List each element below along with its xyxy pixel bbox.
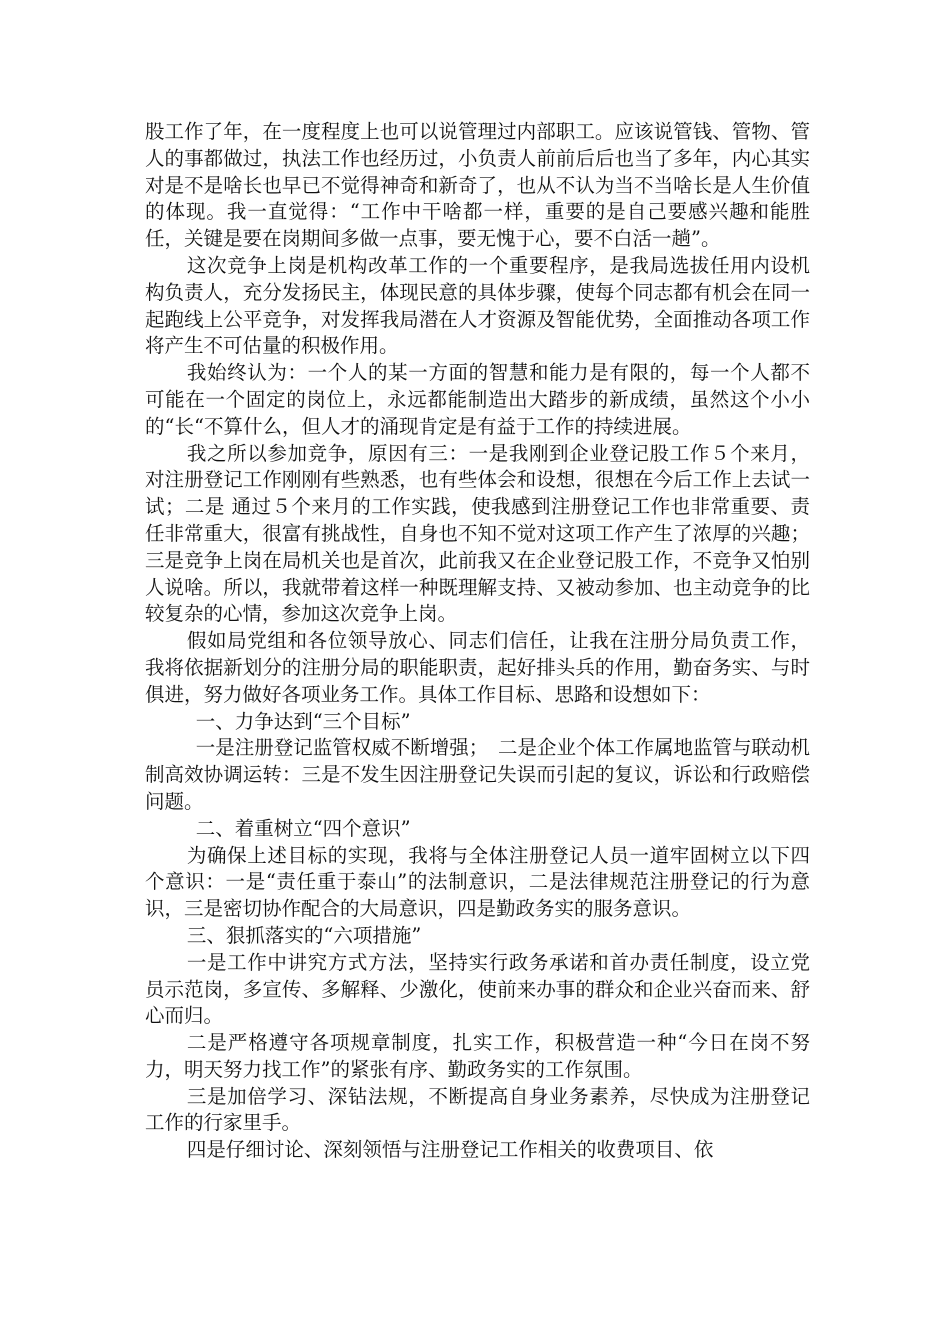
- paragraph-3: 我始终认为：一个人的某一方面的智慧和能力是有限的，每一个人都不可能在一个固定的岗位上，永远都能制造出大踏步的新成绩，虽然这个小小的“长“不算什么，但人才的涌现肯定是有益于工作的持续进展。: [145, 361, 810, 438]
- paragraph-7: 为确保上述目标的实现，我将与全体注册登记人员一道牢固树立以下四个意识：一是“责任重于泰山”的法制意识，二是法律规范注册登记的行为意识，三是密切协作配合的大局意识，四是勤政务实的服务意识。: [145, 843, 810, 921]
- document-page: [145, 119, 810, 1164]
- paragraph-11: 四是仔细讨论、深刻领悟与注册登记工作相关的收费项目、依: [186, 1138, 714, 1162]
- section-heading-1: 一、力争达到“三个目标”: [195, 709, 411, 733]
- paragraph-6: 一是注册登记监管权威不断增强； 二是企业个体工作属地监管与联动机制高效协调运转：三是不发生因注册登记失误而引起的复议，诉讼和行政赔偿问题。: [145, 736, 810, 813]
- paragraph-1: 股工作了年，在一度程度上也可以说管理过内部职工。应该说管钱、管物、管人的事都做过，执法工作也经历过，小负责人前前后后也当了多年，内心其实对是不是啥长也早已不觉得神奇和新奇了，也从不认为当不当啥长是人生价值的体现。我一直觉得：“工作中干啥都一样，重要的是自己要感兴趣和能胜任，关键是要在岗期间多做一点事，要无愧于心，要不白活一趟”。: [145, 120, 810, 251]
- paragraph-9: 二是严格遵守各项规章制度，扎实工作，积极营造一种“今日在岗不努力，明天努力找工作”的紧张有序、勤政务实的工作氛围。: [145, 1031, 810, 1081]
- paragraph-10: 三是加倍学习、深钻法规，不断提高自身业务素养，尽快成为注册登记工作的行家里手。: [145, 1084, 810, 1135]
- paragraph-5: 假如局党组和各位领导放心、同志们信任，让我在注册分局负责工作，我将依据新划分的注册分局的职能职责，起好排头兵的作用，勤奋务实、与时俱进，努力做好各项业务工作。具体工作目标、思路和设想如下：: [145, 629, 810, 706]
- paragraph-4: 我之所以参加竞争，原因有三：一是我刚到企业登记股工作５个来月，对注册登记工作刚刚有些熟悉，也有些体会和设想，很想在今后工作上去试一试；二是 通过５个来月的工作实践，使我感到注册登记工作也非常重要、责任非常重大，很富有挑战性，自身也不知不觉对这项工作产生了浓厚的兴趣；三是竞争上岗在局机关也是首次，此前我又在企业登记股工作，不竞争又怕别人说啥。所以，我就带着这样一种既理解支持、又被动参加、也主动竞争的比较复杂的心情，参加这次竞争上岗。: [145, 441, 810, 626]
- paragraph-8: 一是工作中讲究方式方法，坚持实行政务承诺和首办责任制度，设立党员示范岗，多宣传、多解释、少激化，使前来办事的群众和企业兴奋而来、舒心而归。: [145, 950, 810, 1028]
- section-heading-3: 三、狠抓落实的“六项措施”: [186, 923, 422, 947]
- paragraph-2: 这次竞争上岗是机构改革工作的一个重要程序，是我局选拔任用内设机构负责人，充分发扬民主，体现民意的具体步骤，使每个同志都有机会在同一起跑线上公平竞争，对发挥我局潜在人才资源及智能优势，全面推动各项工作将产生不可估量的积极作用。: [145, 253, 810, 358]
- section-heading-2: 二、着重树立“四个意识”: [195, 816, 411, 840]
